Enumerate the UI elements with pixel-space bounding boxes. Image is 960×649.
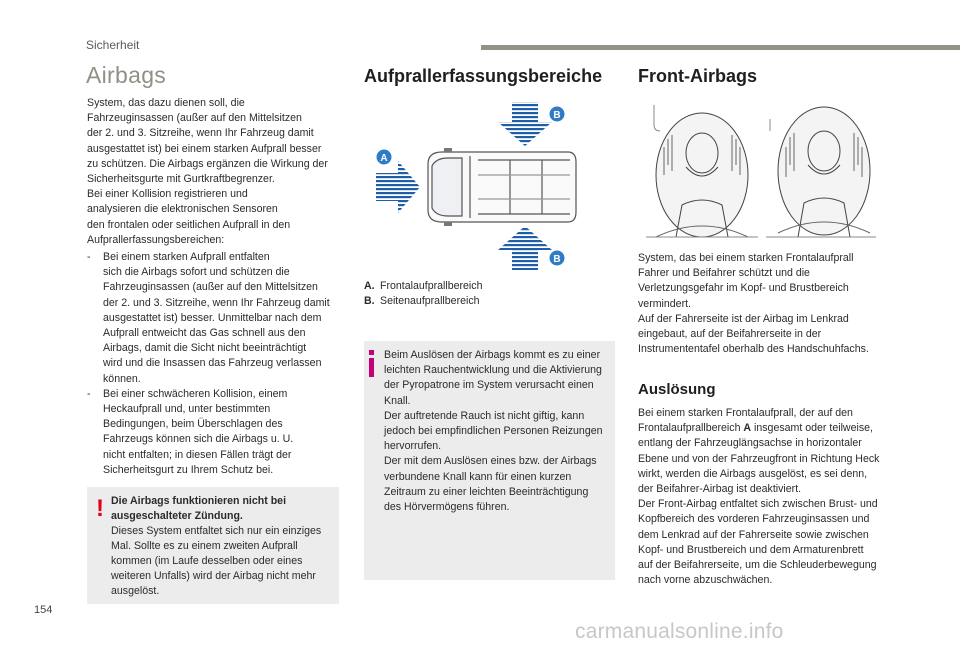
intro-line: Bei einer Kollision registrieren und: [87, 188, 248, 201]
zones-title: Aufprallerfassungsbereiche: [364, 66, 603, 86]
legend-item: [364, 279, 482, 294]
impact-zones-illustration: [370, 100, 580, 272]
deployment-zone-ref: A: [743, 422, 752, 435]
header-bar: [481, 45, 960, 50]
front-line: System, das bei einem starken Frontalaufprall: [638, 252, 854, 264]
bullet-dash: -: [87, 251, 91, 263]
info-text: [384, 348, 612, 515]
bullet-text: [103, 387, 293, 478]
warning-line: Mal. Sollte es zu einem zweiten Aufprall: [111, 540, 298, 552]
passenger-airbag-icon: [766, 107, 876, 237]
info-line: des Hörvermögens führen.: [384, 501, 510, 514]
deployment-text: [638, 406, 900, 588]
info-line: hervorrufen.: [384, 440, 442, 453]
bullet-line: Heckaufprall und, unter bestimmten: [103, 403, 271, 416]
bullet-line: sich die Airbags sofort und schützen die: [103, 266, 290, 279]
side-impact-arrow-top: [498, 102, 552, 146]
deployment-line: Der Front-Airbag entfaltet sich zwischen Brust- und: [638, 498, 878, 511]
front-airbag-illustration: [646, 105, 876, 245]
bullet-line: Bei einem starken Aufprall entfalten: [103, 251, 270, 263]
watermark: carmanualsonline.info: [575, 620, 784, 643]
deployment-line: Kopf- und Brustbereich und dem Armaturenbrett: [638, 543, 864, 556]
badge-b-bottom: [550, 251, 565, 266]
warning-icon: !: [96, 495, 104, 522]
warning-box: [87, 487, 339, 604]
info-line: Zeitraum zu einer leichten Beeinträchtigung: [384, 485, 589, 498]
badge-b-bottom-label: B: [553, 254, 561, 265]
deployment-line: auf der Beifahrerseite, um die Schleuderbewegung: [638, 559, 877, 572]
intro-line: Aufprallerfassungsbereichen:: [87, 233, 225, 246]
front-airbags-title: Front-Airbags: [638, 66, 757, 86]
deployment-line: Bei einem starken Frontalaufprall, der auf den: [638, 407, 853, 419]
badge-a-label: A: [380, 153, 388, 164]
warning-line: weiteren Unfalls) wird der Airbag nicht mehr: [111, 570, 316, 582]
legend-key: A.: [364, 280, 375, 292]
bullet-item: [87, 387, 349, 478]
bullet-line: ausgestattet ist) besser. Unmittelbar nach dem: [103, 311, 322, 324]
front-description: [638, 251, 898, 357]
deployment-title: Auslösung: [638, 381, 716, 398]
info-line: leichten Rauchentwicklung und die Aktivierung: [384, 364, 602, 377]
legend-text: Seitenaufprallbereich: [380, 295, 480, 307]
info-line: der Pyropatrone im System verursacht einen: [384, 379, 594, 392]
info-line: Der auftretende Rauch ist nicht giftig, kann: [384, 409, 585, 422]
deployment-line: [638, 421, 900, 436]
info-line: Knall.: [384, 394, 411, 407]
intro-line: Fahrzeuginsassen (außer auf den Mittelsitzen: [87, 112, 302, 125]
deployment-line: der Beifahrer-Airbag ist deaktiviert.: [638, 483, 802, 496]
bullet-line: Airbags, damit die Sicht nicht beeinträchtigt: [103, 342, 307, 355]
driver-airbag-icon: [646, 105, 758, 237]
bullet-line: der 2. und 3. Sitzreihe, wenn Ihr Fahrzeug damit: [103, 296, 330, 309]
intro-line: ausgestattet ist) bei einem starken Aufprall besser: [87, 142, 322, 155]
deployment-line: dem Lenkrad auf der Fahrerseite sowie zwischen: [638, 528, 869, 541]
airbags-intro: [87, 96, 347, 248]
van-top-view-icon: [428, 148, 576, 226]
bullet-line: nicht entfalten; in diesen Fällen trägt der: [103, 448, 292, 461]
deployment-line: Ebene und von der Fahrzeugfront in Richtung Heck: [638, 452, 880, 465]
front-line: Auf der Fahrerseite ist der Airbag im Lenkrad: [638, 312, 849, 325]
intro-line: System, das dazu dienen soll, die: [87, 97, 245, 109]
front-line: Instrumententafel oberhalb des Handschuhfachs.: [638, 343, 869, 356]
info-box: [364, 341, 615, 580]
deployment-fragment: insgesamt oder teilweise,: [751, 422, 873, 435]
warning-line: ausgelöst.: [111, 585, 160, 597]
airbags-title: Airbags: [86, 62, 167, 88]
front-line: Fahrer und Beifahrer schützt und die: [638, 267, 810, 280]
deployment-fragment: Frontalaufprallbereich: [638, 422, 744, 435]
info-line: Der mit dem Auslösen eines bzw. der Airbags: [384, 455, 597, 468]
warning-line: Dieses System entfaltet sich nur ein einziges: [111, 525, 322, 537]
warning-line: kommen (im Laufe desselben oder eines: [111, 555, 303, 567]
legend-item: [364, 294, 482, 309]
bullet-line: Bei einer schwächeren Kollision, einem: [103, 387, 288, 400]
intro-line: analysieren die elektronischen Sensoren: [87, 203, 278, 216]
section-label: Sicherheit: [86, 38, 140, 52]
side-impact-arrow-bottom: [498, 226, 552, 270]
info-line: Beim Auslösen der Airbags kommt es zu einer: [384, 349, 601, 361]
bullet-item: [87, 250, 349, 387]
bullet-line: Bedingungen, beim Überschlagen des: [103, 418, 283, 431]
intro-line: den frontalen oder seitlichen Aufprall in den: [87, 218, 291, 231]
intro-line: der 2. und 3. Sitzreihe, wenn Ihr Fahrzeug damit: [87, 127, 314, 140]
deployment-line: Kopfbereich des vorderen Fahrzeuginsassen und: [638, 513, 870, 526]
airbags-bullets: [87, 250, 349, 478]
badge-b-top-label: B: [553, 110, 561, 121]
badge-a: [377, 150, 392, 165]
bullet-line: wird und die Insassen das Fahrzeug verlassen: [103, 357, 322, 370]
intro-line: zu schützen. Die Airbags ergänzen die Wirkung der: [87, 157, 328, 170]
front-line: vermindert.: [638, 297, 691, 310]
intro-line: Sicherheitsgurte mit Gurtkraftbegrenzer.: [87, 173, 275, 186]
bullet-dash: -: [87, 387, 91, 400]
legend-key: B.: [364, 295, 375, 307]
page-number: 154: [34, 604, 53, 616]
info-line: jedoch bei empfindlichen Personen Reizungen: [384, 425, 603, 438]
bullet-text: [103, 250, 330, 387]
front-line: eingebaut, auf der Beifahrerseite in der: [638, 328, 822, 341]
bullet-line: Fahrzeugs können sich die Airbags u. U.: [103, 433, 294, 446]
front-line: Verletzungsgefahr im Kopf- und Brustbereich: [638, 282, 849, 295]
front-impact-arrow: [376, 161, 420, 213]
info-icon: [369, 350, 374, 377]
warning-bold-line: ausgeschalteter Zündung.: [111, 510, 243, 522]
bullet-line: Fahrzeuginsassen (außer auf den Mittelsitzen: [103, 281, 318, 294]
bullet-line: Sicherheitsgurt zu Ihrem Schutz bei.: [103, 463, 274, 476]
deployment-line: entlang der Fahrzeuglängsachse in horizontaler: [638, 437, 862, 450]
badge-b-top: [550, 107, 565, 122]
warning-text: [111, 494, 333, 599]
info-line: verbundene Knall kann für einen kurzen: [384, 470, 572, 483]
zones-legend: [364, 279, 482, 309]
deployment-line: nach vorne abzuschwächen.: [638, 574, 773, 587]
deployment-line: wirkt, werden die Airbags ausgelöst, es sei denn,: [638, 467, 868, 480]
warning-bold-line: Die Airbags funktionieren nicht bei: [111, 495, 287, 507]
legend-text: Frontalaufprallbereich: [380, 280, 483, 292]
bullet-line: können.: [103, 372, 141, 385]
bullet-line: Aufprall entweicht das Gas schnell aus den: [103, 327, 306, 340]
